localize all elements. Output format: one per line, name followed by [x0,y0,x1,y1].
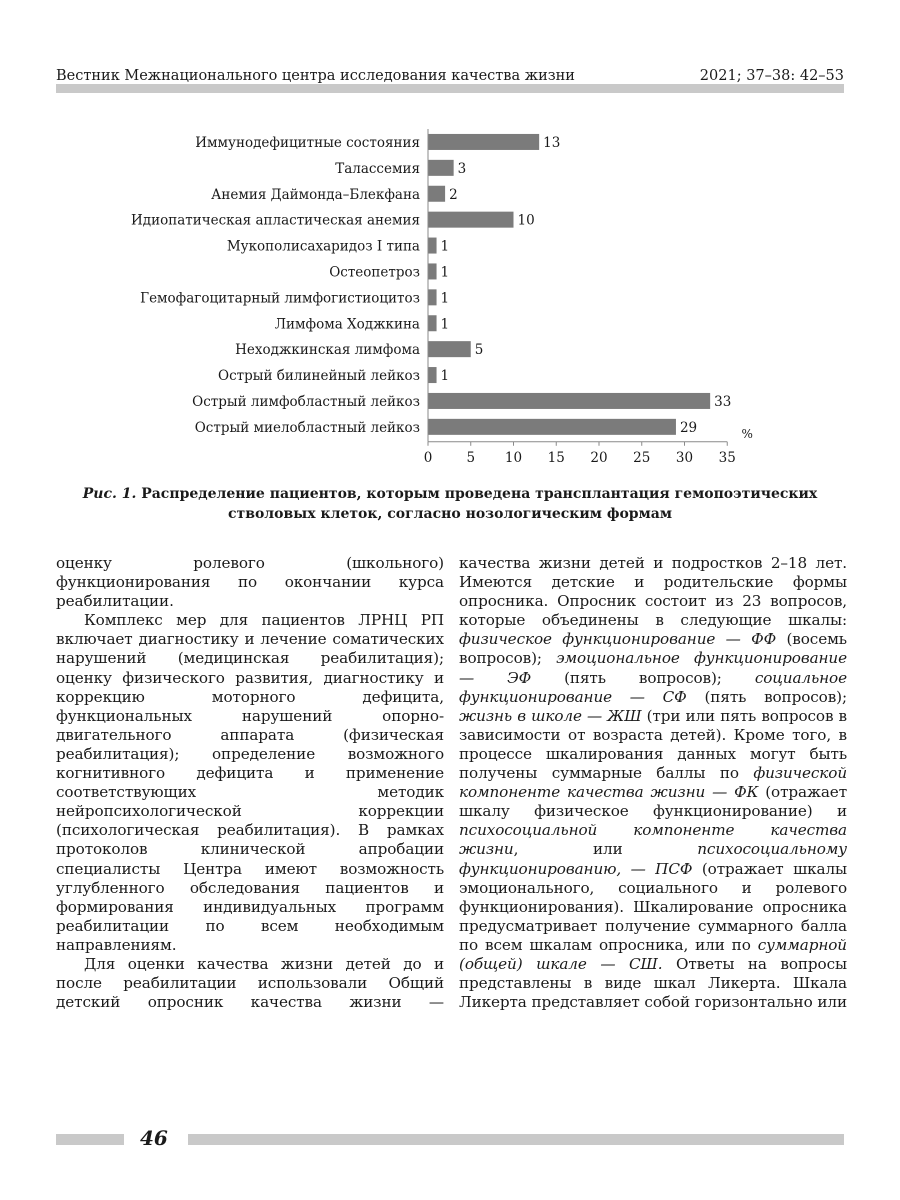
bar [428,212,514,228]
x-tick-label: 10 [504,449,523,466]
category-label: Анемия Даймонда–Блекфана [211,186,420,203]
value-label: 1 [440,238,450,255]
figure-caption [80,484,820,524]
value-label: 13 [543,134,561,151]
paragraph: Для оценки качества жизни детей до и после реабилитации использовали Общий детский опросник качества жизни — [56,954,444,1012]
x-tick-label: 35 [718,449,736,466]
x-tick-label: 15 [547,449,565,466]
category-label: Острый миелобластный лейкоз [194,419,420,436]
caption-lead: Рис. 1. [82,486,137,502]
value-label: 5 [474,342,484,359]
category-label: Лимфома Ходжкина [274,316,420,333]
emphasis: жизнь в школе — ЖШ [459,706,642,725]
x-tick-label: 0 [423,449,433,466]
category-label: Гемофагоцитарный лимфогистиоцитоз [140,290,420,307]
journal-title: Вестник Межнационального центра исследования качества жизни [56,68,575,84]
category-label: Острый билинейный лейкоз [218,368,420,385]
footer-bar-left [56,1134,124,1145]
value-label: 3 [457,160,467,177]
x-unit-label: % [741,426,753,441]
category-label: Острый лимфобластный лейкоз [192,393,420,410]
emphasis: психосоциальной компоненте качества жизни [459,821,847,859]
emphasis: физическое функционирование — ФФ [459,630,777,649]
page-number: 46 [140,1126,168,1150]
value-label: 1 [440,264,450,281]
caption-text: Распределение пациентов, которым проведена трансплантация гемопоэтических стволовых клеток, согласно нозологическим формам [141,486,818,522]
running-head [56,62,844,84]
value-label: 29 [679,419,698,436]
value-label: 1 [440,316,450,333]
body-column-left [56,554,444,1014]
emphasis: социальное функционирование — СФ [459,668,847,706]
bar [428,289,437,305]
category-label: Иммунодефицитные состояния [195,134,420,151]
value-label: 1 [440,368,450,385]
category-label: Мукополисахаридоз I типа [226,238,420,255]
bar [428,419,676,435]
paragraph: Комплекс мер для пациентов ЛРНЦ РП включает диагностику и лечение соматических нарушений (медицинская реабилитация); оценку физического развития, диагностику и коррекцию моторного дефицита, функциональных нарушений опорно-двигательного аппарата (физическая реабилитация); определение возможного когнитивного дефицита и применение соответствующих методик нейропсихологической коррекции (психологическая реабилитация). В рамках протоколов клинической апробации специалисты Центра имеют возможность углубленного обследования пациентов и формирования индивидуальных программ реабилитации по всем необходимым направлениям. [56,611,444,954]
citation: 2021; 37–38: 42–53 [699,68,844,84]
emphasis: эмоциональное функционирование — ЭФ [459,649,847,687]
bar [428,393,710,409]
header-rule [56,84,844,93]
bar [428,367,437,383]
bar [428,263,437,279]
category-label: Неходжкинская лимфома [235,342,420,359]
bar [428,160,454,176]
category-label: Идиопатическая апластическая анемия [130,212,420,229]
bar [428,341,471,357]
value-label: 33 [714,393,732,410]
value-label: 2 [449,186,458,203]
x-tick-label: 25 [633,449,651,466]
emphasis: психосоциальному функционированию, — ПСФ [459,840,847,878]
x-tick-label: 30 [675,449,694,466]
body-column-right [459,554,847,1014]
emphasis: суммарной (общей) шкале — СШ. [459,935,847,973]
x-tick-label: 20 [590,449,608,466]
value-label: 10 [517,212,535,229]
bar [428,186,445,202]
bar [428,238,437,254]
category-label: Талассемия [335,160,420,177]
footer-bar-right [188,1134,844,1145]
bar [428,315,437,331]
paragraph: качества жизни детей и подростков 2–18 лет. Имеются детские и родительские формы опросника. Опросник состоит из 23 вопросов, которые объединены в следующие шкалы: физическое функционирование — ФФ (восемь вопросов); эмоциональное функционирование — ЭФ (пять вопросов); социальное функционирование — СФ (пять вопросов); жизнь в школе — ЖШ (три или пять вопросов в зависимости от возраста детей). Кроме того, в процессе шкалирования данных могут быть получены суммарные баллы по физической компоненте качества жизни — ФК (отражает шкалу физическое функционирование) и психосоциальной компоненте качества жизни, или психосоциальному функционированию, — ПСФ (отражает шкалы эмоционального, социального и ролевого функционирования). Шкалирование опросника предусматривает получение суммарного балла по всем шкалам опросника, или по суммарной (общей) шкале — СШ. Ответы на вопросы представлены в виде шкал Ликерта. Шкала Ликерта представляет собой горизонтально или [459,554,847,1012]
paragraph: оценку ролевого (школьного) функционирования по окончании курса реабилитации. [56,554,444,611]
value-label: 1 [440,290,450,307]
bar-chart [0,120,900,470]
category-label: Остеопетроз [329,264,420,281]
bar [428,134,539,150]
emphasis: физической компоненте качества жизни — ФК [459,764,847,802]
x-tick-label: 5 [466,449,476,466]
